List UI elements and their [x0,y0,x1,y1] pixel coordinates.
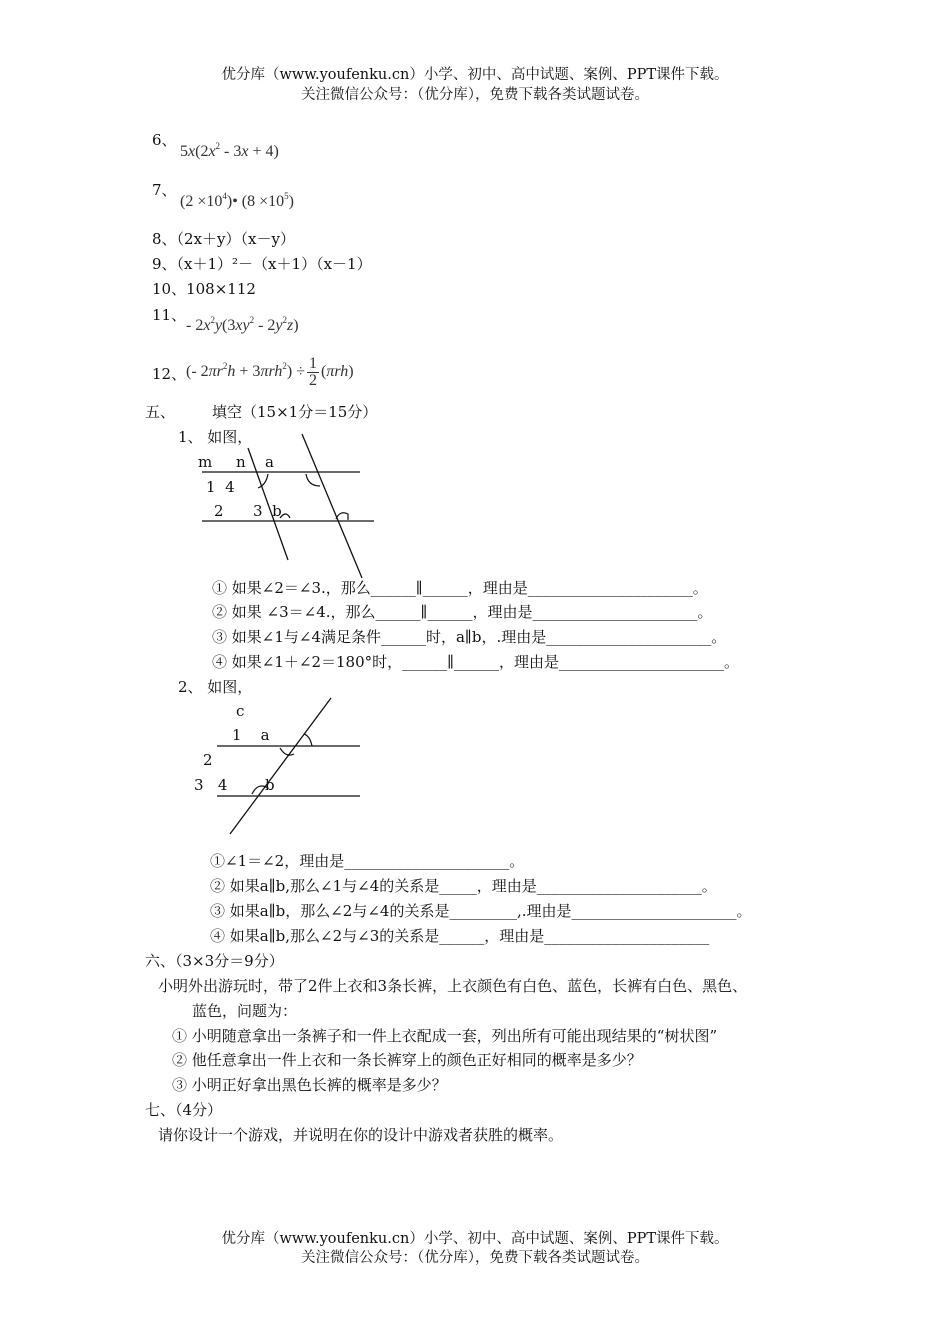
q1-item-4: ④ 如果∠1＋∠2＝180°时，______∥______，理由是______________________。 [212,653,740,671]
fig2-label-b: b [265,776,275,794]
fig2-label-c: c [236,702,245,720]
section-6-item-1: ① 小明随意拿出一条裤子和一件上衣配成一套，列出所有可能出现结果的“树状图” [172,1027,718,1045]
problem-6-number: 6、 [152,131,177,149]
section-5-number: 五、 [145,403,176,421]
problem-12-number: 12、 [152,365,187,383]
fig1-label-m: m [198,453,213,471]
section-6-item-3: ③ 小明正好拿出黑色长裤的概率是多少？ [172,1076,447,1094]
problem-7-number: 7、 [152,181,177,199]
header-line-1: 优分库（www.youfenku.cn）小学、初中、高中试题、案例、PPT课件下载。 [221,67,729,83]
fig2-label-2: 2 [203,751,213,769]
figure-2-transversal [190,690,390,840]
q2-intro: 2、 如图， [178,678,253,696]
q1-item-3: ③ 如果∠1与∠4满足条件______时，a∥b，.理由是______________________。 [212,628,727,646]
fig1-label-2: 2 [214,502,224,520]
section-6-text-2: 蓝色，问题为： [192,1002,298,1020]
q2-item-1: ①∠1＝∠2，理由是______________________。 [210,852,525,870]
footer-line-2: 关注微信公众号：（优分库），免费下载各类试题试卷。 [301,1250,649,1266]
problem-11-expression: - $2x^2y(3xy^2 - 2y^2z)$ [186,315,299,334]
fig2-label-1-a: 1 a [232,726,270,744]
section-7-title: 七、（4分） [145,1101,223,1119]
footer-line-1: 优分库（www.youfenku.cn）小学、初中、高中试题、案例、PPT课件下载。 [221,1231,729,1247]
section-5-title: 填空（15×1分＝15分） [212,403,378,421]
q2-item-2: ② 如果a∥b,那么∠1与∠4的关系是_____，理由是______________________。 [210,877,717,895]
problem-6-expression: $5x(2x^2 - 3x + 4)$ [180,141,279,160]
fig1-label-3-b: 3 b [253,502,282,520]
fig1-label-a: a [265,453,274,471]
problem-7-expression: $(2 \times 10^4)•$ $(8 \times 10^5)$ [180,191,294,210]
problem-12-expression: (- $2\pi r^2h + 3\pi rh^2$) ÷ $\frac{1}{2}$ (πrh) [186,355,354,389]
q2-item-3: ③ 如果a∥b，那么∠2与∠4的关系是_________,.理由是______________________。 [210,902,752,920]
problem-11-number: 11、 [152,306,187,324]
q1-intro: 1、 如图， [178,428,253,446]
problem-9: 9、（x＋1）²－（x＋1）（x－1） [152,255,372,273]
problem-8: 8、（2x＋y）（x－y） [152,230,295,248]
fig1-label-1-4: 1 4 [206,478,235,496]
section-6-title: 六、（3×3分＝9分） [145,952,284,970]
fig2-label-3-4: 3 4 [194,776,228,794]
section-6-text-1: 小明外出游玩时，带了2件上衣和3条长裤，上衣颜色有白色、蓝色，长裤有白色、黑色、 [158,977,748,995]
section-6-item-2: ② 他任意拿出一件上衣和一条长裤穿上的颜色正好相同的概率是多少？ [172,1051,642,1069]
q2-item-4: ④ 如果a∥b,那么∠2与∠3的关系是______，理由是______________________ [210,927,710,945]
q1-item-1: ① 如果∠2＝∠3.，那么______∥______，理由是______________________。 [212,579,708,597]
fraction-one-half: $\frac{1}{2}$ [309,355,317,389]
problem-10: 10、108×112 [152,280,256,298]
fig1-label-n: n [236,453,246,471]
q1-item-2: ② 如果 ∠3＝∠4.，那么______∥______，理由是______________________。 [212,603,713,621]
header-line-2: 关注微信公众号：（优分库），免费下载各类试题试卷。 [301,87,649,103]
section-7-text: 请你设计一个游戏，并说明在你的设计中游戏者获胜的概率。 [158,1126,564,1144]
